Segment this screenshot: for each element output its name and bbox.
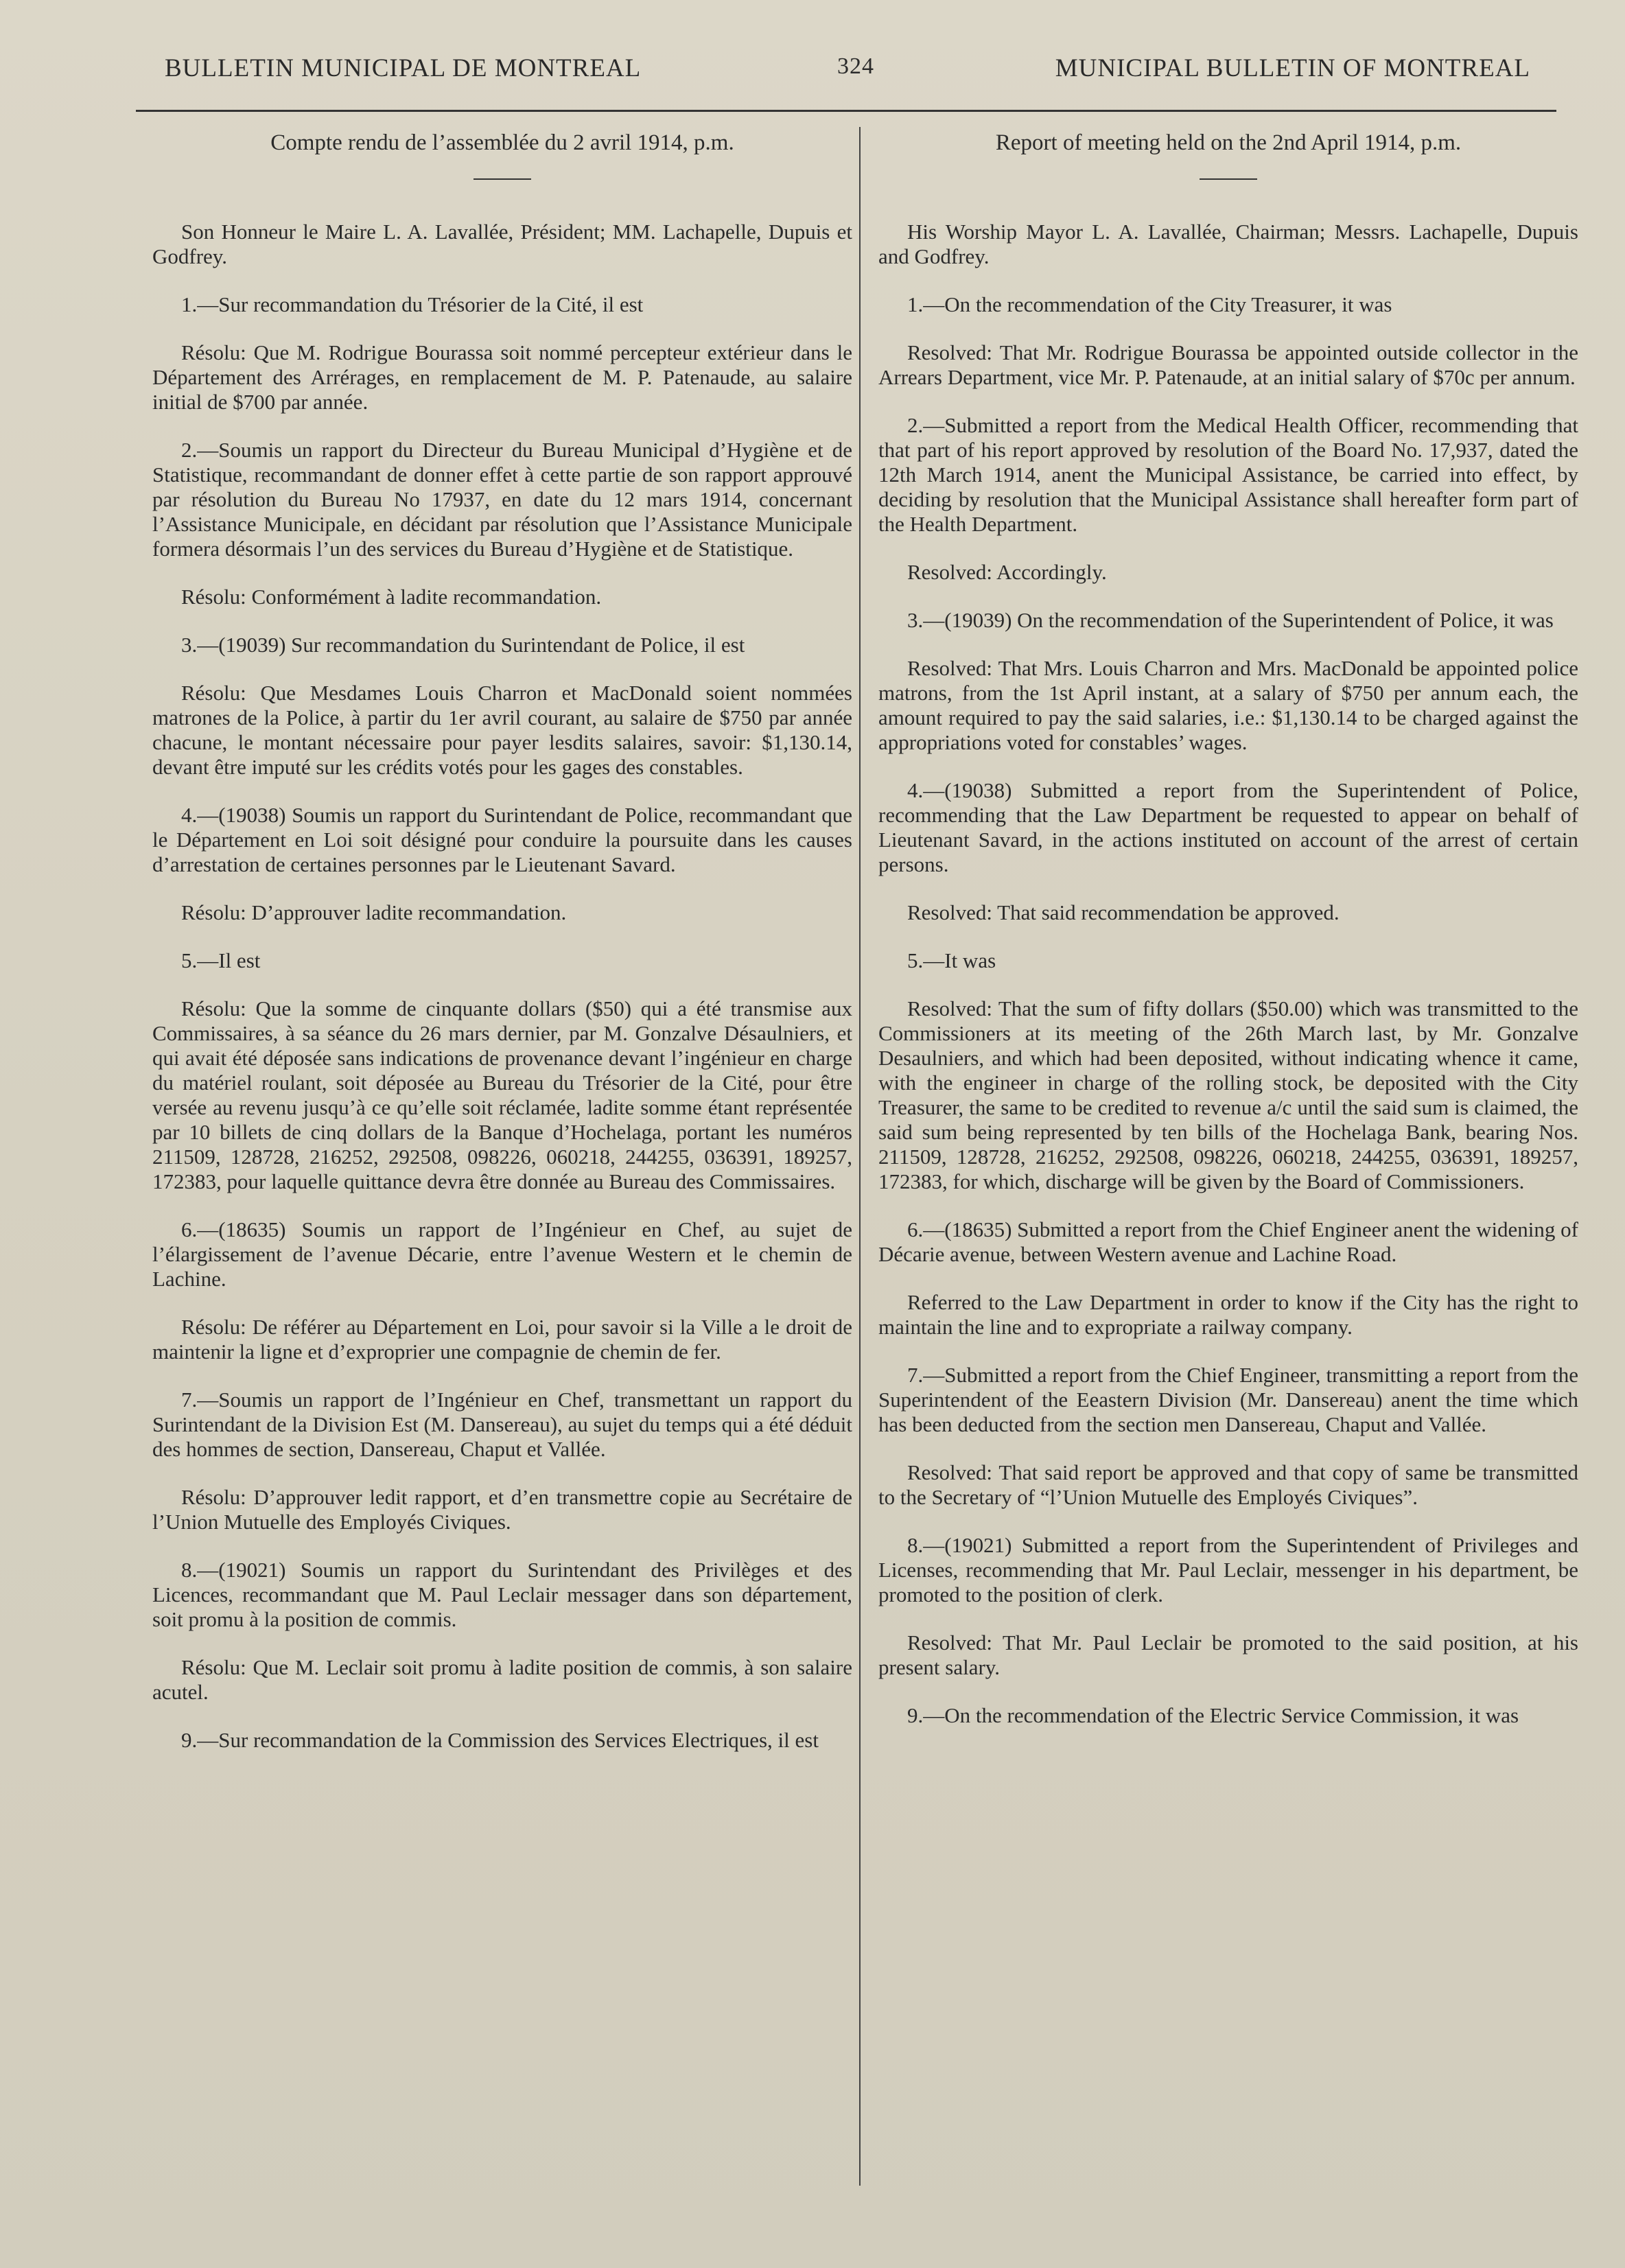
english-paragraph: 4.—(19038) Submitted a report from the Superintendent of Police, recommending that the Law Department be requested to appear on behalf of Lieutenant Savard, in the actions instituted on account of the arrest of certain persons. <box>878 778 1578 876</box>
french-body <box>152 220 852 1753</box>
english-meeting-title: Report of meeting held on the 2nd April 1914, p.m. <box>995 130 1462 155</box>
english-paragraph: 6.—(18635) Submitted a report from the Chief Engineer anent the widening of Décarie avenue, between Western avenue and Lachine Road. <box>878 1217 1578 1266</box>
french-column <box>152 130 852 1776</box>
english-paragraph: His Worship Mayor L. A. Lavallée, Chairman; Messrs. Lachapelle, Dupuis and Godfrey. <box>878 220 1578 268</box>
french-paragraph: 9.—Sur recommandation de la Commission des Services Electriques, il est <box>181 1728 819 1752</box>
english-paragraph: 5.—It was <box>907 948 996 972</box>
french-paragraph: 1.—Sur recommandation du Trésorier de la Cité, il est <box>181 292 644 316</box>
page-header <box>165 54 1530 95</box>
page-number: 324 <box>837 54 874 79</box>
english-paragraph: 1.—On the recommendation of the City Treasurer, it was <box>907 292 1392 316</box>
french-paragraph: 6.—(18635) Soumis un rapport de l’Ingénieur en Chef, au sujet de l’élargissement de l’avenue Décarie, entre l’avenue Western et le chemin de Lachine. <box>152 1217 852 1291</box>
french-paragraph: Résolu: Que Mesdames Louis Charron et MacDonald soient nommées matrones de la Police, à partir du 1er avril courant, au salaire de $750 par année chacune, le montant nécessaire pour payer lesdits salaires, savoir: $1,130.14, devant être imputé sur les crédits votés pour les gages des constables. <box>152 681 852 779</box>
english-paragraph: Resolved: That Mr. Rodrigue Bourassa be appointed outside collector in the Arrears Department, vice Mr. P. Patenaude, at an initial salary of $70c per annum. <box>878 340 1578 389</box>
french-paragraph: Résolu: Que M. Rodrigue Bourassa soit nommé percepteur extérieur dans le Département des Arrérages, en remplacement de M. P. Patenaude, au salaire initial de $700 par année. <box>152 340 852 414</box>
column-divider <box>859 127 861 2186</box>
english-paragraph: Resolved: That said report be approved and that copy of same be transmitted to the Secretary of “l’Union Mutuelle des Employés Civiques”. <box>878 1460 1578 1509</box>
english-paragraph: Resolved: That Mr. Paul Leclair be promoted to the said position, at his present salary. <box>878 1630 1578 1679</box>
french-paragraph: 7.—Soumis un rapport de l’Ingénieur en Chef, transmettant un rapport du Surintendant de la Division Est (M. Dansereau), au sujet du temps qui a été déduit des hommes de section, Dansereau, Chaput et Vallée. <box>152 1388 852 1461</box>
english-title-divider <box>1200 178 1257 180</box>
french-paragraph: Résolu: Que la somme de cinquante dollars ($50) qui a été transmise aux Commissaires, à sa séance du 26 mars dernier, par M. Gonzalve Désaulniers, et qui avait été déposée sans indications de provenance devant l’ingénieur en charge du matériel roulant, soit déposée au Bureau du Trésorier de la Cité, pour être versée au revenu jusqu’à ce qu’elle soit réclamée, ladite somme étant représentée par 10 billets de cinq dollars de la Banque d’Hochelaga, portant les numéros 211509, 128728, 216252, 292508, 098226, 060218, 244255, 036391, 189257, 172383, pour laquelle quittance devra être donnée au Bureau des Commissaires. <box>152 996 852 1193</box>
french-paragraph: Résolu: Que M. Leclair soit promu à ladite position de commis, à son salaire acutel. <box>152 1655 852 1704</box>
english-paragraph: 7.—Submitted a report from the Chief Engineer, transmitting a report from the Superintendent of the Eeastern Division (Mr. Dansereau) anent the time which has been deducted from the section men Dansereau, Chaput and Vallée. <box>878 1363 1578 1436</box>
french-paragraph: 3.—(19039) Sur recommandation du Surintendant de Police, il est <box>181 633 745 657</box>
header-title-french: BULLETIN MUNICIPAL DE MONTREAL <box>165 54 642 82</box>
english-paragraph: Resolved: Accordingly. <box>907 560 1107 584</box>
english-paragraph: Resolved: That the sum of fifty dollars ($50.00) which was transmitted to the Commissioners at its meeting of the 26th March last, by Mr. Gonzalve Desaulniers, and which had been deposited, without indicating whence it came, with the engineer in charge of the rolling stock, be deposited with the City Treasurer, the same to be credited to revenue a/c until the said sum is claimed, the said sum being represented by ten bills of the Hochelaga Bank, bearing Nos. 211509, 128728, 216252, 292508, 098226, 060218, 244255, 036391, 189257, 172383, for which, discharge will be given by the Board of Commissioners. <box>878 996 1578 1193</box>
french-title-divider <box>474 178 531 180</box>
french-meeting-title: Compte rendu de l’assemblée du 2 avril 1914, p.m. <box>270 130 734 155</box>
english-paragraph: 8.—(19021) Submitted a report from the Superintendent of Privileges and Licenses, recommending that Mr. Paul Leclair, messenger in his department, be promoted to the position of clerk. <box>878 1533 1578 1606</box>
french-paragraph: Résolu: De référer au Département en Loi, pour savoir si la Ville a le droit de maintenir la ligne et d’exproprier une compagnie de chemin de fer. <box>152 1315 852 1364</box>
french-paragraph: 4.—(19038) Soumis un rapport du Surintendant de Police, recommandant que le Département en Loi soit désigné pour conduire la poursuite dans les causes d’arrestation de certaines personnes par le Lieutenant Savard. <box>152 803 852 876</box>
french-paragraph: Résolu: Conformément à ladite recommandation. <box>181 585 602 609</box>
french-paragraph: 2.—Soumis un rapport du Directeur du Bureau Municipal d’Hygiène et de Statistique, recommandant de donner effet à cette partie de son rapport approuvé par résolution du Bureau No 17937, en date du 12 mars 1914, concernant l’Assistance Municipale, en décidant par résolution que l’Assistance Municipale formera désormais l’un des services du Bureau d’Hygiène et de Statistique. <box>152 438 852 561</box>
header-rule <box>136 110 1556 112</box>
english-paragraph: 9.—On the recommendation of the Electric Service Commission, it was <box>907 1703 1519 1727</box>
french-paragraph: Résolu: D’approuver ladite recommandation. <box>181 900 567 924</box>
english-paragraph: Resolved: That Mrs. Louis Charron and Mrs. MacDonald be appointed police matrons, from the 1st April instant, at a salary of $750 per annum each, the amount required to pay the said salaries, i.e.: $1,130.14 to be charged against the appropriations voted for constables’ wages. <box>878 656 1578 754</box>
english-paragraph: 3.—(19039) On the recommendation of the Superintendent of Police, it was <box>907 608 1554 632</box>
french-paragraph: Son Honneur le Maire L. A. Lavallée, Président; MM. Lachapelle, Dupuis et Godfrey. <box>152 220 852 268</box>
french-paragraph: 5.—Il est <box>181 948 261 972</box>
english-body <box>878 220 1578 1728</box>
french-paragraph: Résolu: D’approuver ledit rapport, et d’en transmettre copie au Secrétaire de l’Union Mutuelle des Employés Civiques. <box>152 1485 852 1534</box>
header-title-english: MUNICIPAL BULLETIN OF MONTREAL <box>1055 54 1530 82</box>
french-paragraph: 8.—(19021) Soumis un rapport du Surintendant des Privilèges et des Licences, recommandant que M. Paul Leclair messager dans son département, soit promu à la position de commis. <box>152 1558 852 1631</box>
english-paragraph: Referred to the Law Department in order to know if the City has the right to maintain the line and to expropriate a railway company. <box>878 1290 1578 1339</box>
english-paragraph: 2.—Submitted a report from the Medical Health Officer, recommending that that part of his report approved by resolution of the Board No. 17,937, dated the 12th March 1914, anent the Municipal Assistance, be carried into effect, by deciding by resolution that the Municipal Assistance shall hereafter form part of the Health Department. <box>878 413 1578 536</box>
english-paragraph: Resolved: That said recommendation be approved. <box>907 900 1340 924</box>
english-column <box>878 130 1578 1751</box>
